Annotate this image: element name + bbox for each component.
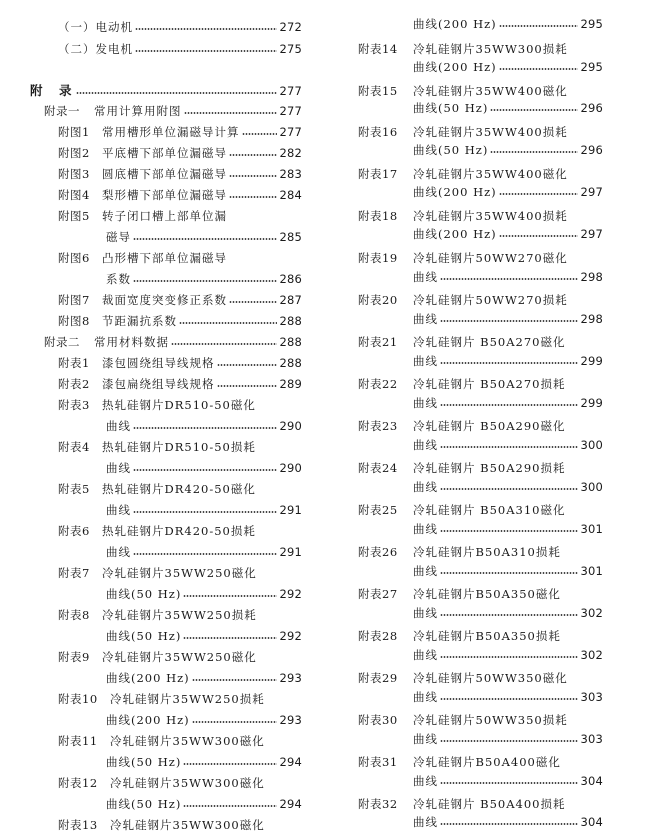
toc-entry[interactable] [413, 99, 603, 115]
toc-page-number: 288 [279, 335, 302, 349]
dot-leader [440, 655, 578, 659]
toc-page-number: 296 [580, 101, 603, 115]
toc-entry[interactable] [58, 522, 302, 538]
toc-entry[interactable] [413, 268, 603, 284]
toc-entry[interactable] [30, 82, 302, 98]
toc-entry-title: 冷轧硅钢片 B50A270磁化 [413, 335, 566, 349]
toc-entry[interactable] [413, 478, 603, 494]
toc-entry[interactable] [358, 249, 603, 265]
dot-leader [133, 237, 277, 241]
toc-page-number: 301 [580, 522, 603, 536]
toc-page-number: 289 [279, 377, 302, 391]
dot-leader [183, 762, 277, 766]
toc-entry-title: 曲线 [413, 815, 438, 829]
toc-entry-title: 曲线 [413, 564, 438, 578]
toc-entry[interactable] [358, 123, 603, 139]
toc-entry-title: 冷轧硅钢片 B50A400损耗 [413, 797, 566, 811]
toc-entry-title: 冷轧硅钢片35WW300损耗 [413, 42, 568, 56]
toc-entry-label: 附表27 [358, 587, 398, 601]
dot-leader [229, 300, 277, 304]
toc-entry-label: 附图2 [58, 146, 90, 160]
toc-entry-title: 曲线 [413, 312, 438, 326]
toc-entry-label: 附表5 [58, 482, 90, 496]
dot-leader [133, 279, 277, 283]
toc-entry[interactable] [413, 772, 603, 788]
toc-entry-label: 附表20 [358, 293, 398, 307]
toc-page-number: 303 [580, 690, 603, 704]
toc-entry[interactable] [413, 688, 603, 704]
toc-entry[interactable] [58, 564, 302, 580]
toc-entry-title: 系数 [106, 272, 131, 286]
toc-entry[interactable] [106, 501, 302, 517]
toc-entry-title: 热轧硅钢片DR420-50磁化 [102, 482, 256, 496]
toc-entry-label: 附表26 [358, 545, 398, 559]
toc-entry[interactable] [58, 312, 302, 328]
toc-entry[interactable] [358, 207, 603, 223]
toc-entry-title: 曲线(50 Hz) [413, 143, 489, 157]
toc-page-number: 303 [580, 732, 603, 746]
toc-entry[interactable] [358, 375, 603, 391]
dot-leader [440, 697, 578, 701]
toc-entry-title: 圆底槽下部单位漏磁导 [102, 167, 227, 181]
dot-leader [183, 594, 277, 598]
toc-entry[interactable] [358, 291, 603, 307]
toc-page-number: 277 [279, 104, 302, 118]
toc-entry-label: 附表32 [358, 797, 398, 811]
toc-entry-label: 附表2 [58, 377, 90, 391]
toc-entry-title: 曲线 [413, 438, 438, 452]
toc-entry[interactable] [358, 40, 603, 56]
toc-entry-title: 冷轧硅钢片B50A400磁化 [413, 755, 561, 769]
toc-entry-title: 曲线(200 Hz) [413, 227, 497, 241]
toc-entry-label: 附表1 [58, 356, 90, 370]
toc-page-number: 302 [580, 606, 603, 620]
toc-entry-title: 曲线 [413, 648, 438, 662]
dot-leader [229, 195, 277, 199]
toc-entry[interactable] [58, 648, 302, 664]
toc-entry-label: 附表24 [358, 461, 398, 475]
toc-entry-title: 曲线(50 Hz) [106, 755, 182, 769]
toc-entry-label: 附录一 [44, 104, 80, 118]
dot-leader [133, 510, 277, 514]
toc-entry-label: 附表9 [58, 650, 90, 664]
toc-entry[interactable] [44, 102, 302, 118]
toc-entry-label: 附表4 [58, 440, 90, 454]
toc-entry[interactable] [358, 585, 603, 601]
toc-entry-title: 转子闭口槽上部单位漏 [102, 209, 227, 223]
toc-page-number: 282 [279, 146, 302, 160]
toc-entry-title: 节距漏抗系数 [102, 314, 177, 328]
toc-entry-label: 附录二 [44, 335, 80, 349]
toc-entry-label: 附表30 [358, 713, 398, 727]
toc-entry-label: 附表22 [358, 377, 398, 391]
toc-page-number: 285 [279, 230, 302, 244]
dot-leader [490, 150, 578, 154]
toc-entry-label: 附表10 [58, 692, 98, 706]
toc-entry-label: 附表31 [358, 755, 398, 769]
toc-entry-title: 平底槽下部单位漏磁导 [102, 146, 227, 160]
dot-leader [133, 468, 277, 472]
toc-page-number: 291 [279, 545, 302, 559]
toc-page-number: 295 [580, 60, 603, 74]
toc-entry-title: 裁面宽度突变修正系数 [102, 293, 227, 307]
toc-entry-title: 曲线(50 Hz) [106, 587, 182, 601]
toc-entry-title: 漆包圆绕组导线规格 [102, 356, 215, 370]
toc-entry[interactable] [358, 543, 603, 559]
toc-entry-title: 冷轧硅钢片B50A310损耗 [413, 545, 561, 559]
dot-leader [499, 67, 579, 71]
toc-entry[interactable] [106, 585, 302, 601]
toc-entry[interactable] [358, 795, 603, 811]
toc-entry-title: 曲线 [413, 732, 438, 746]
toc-entry-label: 附表28 [358, 629, 398, 643]
dot-leader [171, 342, 277, 346]
toc-entry[interactable] [58, 396, 302, 412]
toc-entry[interactable] [358, 669, 603, 685]
dot-leader [440, 739, 578, 743]
toc-entry-title: 曲线(200 Hz) [413, 185, 497, 199]
toc-entry[interactable] [106, 228, 302, 244]
toc-entry[interactable] [413, 58, 603, 74]
toc-entry-title: （一）电动机 [58, 20, 133, 34]
toc-entry[interactable] [106, 417, 302, 433]
toc-entry[interactable] [58, 144, 302, 160]
toc-entry-title: 曲线 [413, 270, 438, 284]
toc-entry[interactable] [358, 753, 603, 769]
toc-page-number: 295 [580, 17, 603, 31]
toc-entry-title: 冷轧硅钢片35WW300磁化 [110, 734, 265, 748]
toc-page-number: 294 [279, 755, 302, 769]
toc-page-number: 286 [279, 272, 302, 286]
toc-entry-title: 曲线 [413, 480, 438, 494]
toc-entry-title: 曲线(200 Hz) [106, 671, 190, 685]
toc-entry-title: （二）发电机 [58, 42, 133, 56]
toc-entry[interactable] [44, 333, 302, 349]
toc-page-number: 304 [580, 774, 603, 788]
dot-leader [242, 132, 278, 136]
toc-entry[interactable] [58, 480, 302, 496]
toc-entry-title: 曲线 [106, 419, 131, 433]
toc-page-number: 284 [279, 188, 302, 202]
toc-entry[interactable] [413, 225, 603, 241]
toc-entry-label: 附表21 [358, 335, 398, 349]
toc-entry-title: 冷轧硅钢片 B50A270损耗 [413, 377, 566, 391]
toc-entry-title: 曲线 [413, 606, 438, 620]
toc-entry-title: 冷轧硅钢片35WW300磁化 [110, 818, 265, 832]
dot-leader [183, 636, 277, 640]
toc-entry-label: 附表16 [358, 125, 398, 139]
toc-entry[interactable] [413, 813, 603, 829]
toc-entry-title: 冷轧硅钢片35WW250损耗 [102, 608, 257, 622]
toc-entry-title: 曲线(50 Hz) [106, 629, 182, 643]
toc-entry[interactable] [413, 183, 603, 199]
toc-entry-title: 曲线(200 Hz) [106, 713, 190, 727]
dot-leader [440, 445, 578, 449]
toc-entry[interactable] [358, 417, 603, 433]
toc-entry-title: 曲线 [106, 461, 131, 475]
toc-entry-title: 冷轧硅钢片35WW250磁化 [102, 650, 257, 664]
dot-leader [440, 277, 578, 281]
toc-entry[interactable] [413, 604, 603, 620]
toc-page-number: 300 [580, 438, 603, 452]
toc-entry[interactable] [413, 520, 603, 536]
toc-entry-title: 曲线 [413, 690, 438, 704]
toc-entry-label: 附表18 [358, 209, 398, 223]
toc-page-number: 290 [279, 461, 302, 475]
dot-leader [76, 91, 278, 95]
toc-entry[interactable] [358, 501, 603, 517]
toc-entry-label: 附表17 [358, 167, 398, 181]
toc-entry[interactable] [58, 774, 302, 790]
toc-entry-title: 冷轧硅钢片35WW250损耗 [110, 692, 265, 706]
toc-entry-title: 曲线(50 Hz) [106, 797, 182, 811]
toc-page-number: 304 [580, 815, 603, 829]
toc-entry[interactable] [58, 165, 302, 181]
toc-entry[interactable] [106, 711, 302, 727]
toc-entry-label: 附表7 [58, 566, 90, 580]
toc-entry-label: 附表14 [358, 42, 398, 56]
toc-entry-title: 冷轧硅钢片 B50A290损耗 [413, 461, 566, 475]
toc-entry[interactable] [58, 375, 302, 391]
toc-entry-label: 附图8 [58, 314, 90, 328]
toc-entry-title: 热轧硅钢片DR510-50损耗 [102, 440, 256, 454]
toc-page-number: 283 [279, 167, 302, 181]
toc-entry[interactable] [413, 562, 603, 578]
toc-page-number: 293 [279, 713, 302, 727]
dot-leader [229, 174, 277, 178]
toc-entry-title: 冷轧硅钢片50WW270磁化 [413, 251, 568, 265]
dot-leader [229, 153, 277, 157]
toc-page-number: 291 [279, 503, 302, 517]
toc-entry[interactable] [58, 732, 302, 748]
toc-page-number: 293 [279, 671, 302, 685]
toc-entry-title: 曲线 [413, 522, 438, 536]
toc-entry[interactable] [106, 795, 302, 811]
dot-leader [192, 720, 278, 724]
toc-entry-title: 冷轧硅钢片35WW400磁化 [413, 84, 568, 98]
toc-page-number: 277 [279, 84, 302, 98]
toc-entry-title: 曲线(200 Hz) [413, 17, 497, 31]
toc-entry-title: 冷轧硅钢片35WW300磁化 [110, 776, 265, 790]
toc-page-number: 292 [279, 587, 302, 601]
dot-leader [440, 403, 578, 407]
toc-entry[interactable] [58, 291, 302, 307]
toc-entry[interactable] [58, 816, 302, 832]
toc-entry-title: 冷轧硅钢片B50A350损耗 [413, 629, 561, 643]
toc-entry[interactable] [413, 310, 603, 326]
dot-leader [135, 49, 277, 53]
dot-leader [440, 319, 578, 323]
toc-entry-label: 附表19 [358, 251, 398, 265]
toc-entry-label: 附表12 [58, 776, 98, 790]
dot-leader [440, 361, 578, 365]
toc-entry-label: 附表11 [58, 734, 98, 748]
toc-page-number: 277 [279, 125, 302, 139]
toc-entry[interactable] [358, 711, 603, 727]
toc-entry[interactable] [413, 394, 603, 410]
toc-page-number: 275 [279, 42, 302, 56]
dot-leader [217, 384, 278, 388]
toc-page-number: 288 [279, 314, 302, 328]
toc-page-number: 297 [580, 185, 603, 199]
toc-entry-title: 热轧硅钢片DR510-50磁化 [102, 398, 256, 412]
toc-page-number: 287 [279, 293, 302, 307]
toc-entry[interactable] [413, 436, 603, 452]
toc-entry-label: 附表6 [58, 524, 90, 538]
toc-entry-title: 冷轧硅钢片 B50A310磁化 [413, 503, 566, 517]
dot-leader [499, 234, 579, 238]
toc-entry-label: 附表23 [358, 419, 398, 433]
toc-entry-title: 冷轧硅钢片35WW400损耗 [413, 209, 568, 223]
toc-page-number: 299 [580, 354, 603, 368]
dot-leader [440, 571, 578, 575]
toc-entry-label: 附图6 [58, 251, 90, 265]
dot-leader [490, 108, 578, 112]
toc-entry[interactable] [106, 753, 302, 769]
toc-entry-title: 冷轧硅钢片35WW400损耗 [413, 125, 568, 139]
toc-entry-label: 附图7 [58, 293, 90, 307]
dot-leader [440, 529, 578, 533]
toc-entry[interactable] [58, 690, 302, 706]
dot-leader [183, 804, 277, 808]
toc-entry[interactable] [58, 207, 302, 223]
toc-entry-label: 附图5 [58, 209, 90, 223]
toc-entry-title: 常用材料数据 [94, 335, 169, 349]
toc-page-number: 298 [580, 270, 603, 284]
toc-page-number: 290 [279, 419, 302, 433]
toc-entry[interactable] [413, 15, 603, 31]
toc-entry[interactable] [358, 627, 603, 643]
toc-entry-title: 凸形槽下部单位漏磁导 [102, 251, 227, 265]
toc-entry-label: 附图3 [58, 167, 90, 181]
toc-entry-label: 附图1 [58, 125, 90, 139]
toc-entry[interactable] [58, 40, 302, 56]
toc-entry-title: 冷轧硅钢片35WW400磁化 [413, 167, 568, 181]
toc-page-number: 297 [580, 227, 603, 241]
dot-leader [192, 678, 278, 682]
toc-entry-label: 附表13 [58, 818, 98, 832]
toc-entry-label: 附图4 [58, 188, 90, 202]
toc-entry-title: 常用计算用附图 [94, 104, 182, 118]
dot-leader [440, 613, 578, 617]
toc-page-number: 299 [580, 396, 603, 410]
toc-entry[interactable] [106, 543, 302, 559]
dot-leader [133, 426, 277, 430]
toc-entry-title: 冷轧硅钢片50WW270损耗 [413, 293, 568, 307]
dot-leader [179, 321, 277, 325]
dot-leader [135, 27, 277, 31]
toc-entry-title: 曲线 [106, 503, 131, 517]
toc-entry[interactable] [358, 165, 603, 181]
toc-page-number: 300 [580, 480, 603, 494]
toc-entry[interactable] [58, 438, 302, 454]
toc-entry-label: 附表29 [358, 671, 398, 685]
toc-entry-title: 冷轧硅钢片50WW350损耗 [413, 713, 568, 727]
dot-leader [499, 24, 579, 28]
dot-leader [184, 111, 278, 115]
toc-entry[interactable] [58, 354, 302, 370]
toc-entry-title: 曲线(50 Hz) [413, 101, 489, 115]
toc-entry[interactable] [58, 249, 302, 265]
toc-entry-title: 冷轧硅钢片50WW350磁化 [413, 671, 568, 685]
toc-entry[interactable] [58, 186, 302, 202]
dot-leader [440, 822, 578, 826]
toc-page-number: 298 [580, 312, 603, 326]
dot-leader [440, 781, 578, 785]
toc-entry-label: 附表3 [58, 398, 90, 412]
toc-entry-label: 附表8 [58, 608, 90, 622]
toc-page-number: 294 [279, 797, 302, 811]
toc-entry-title: 曲线 [413, 354, 438, 368]
toc-entry-title: 附 录 [30, 83, 74, 98]
toc-page-number: 292 [279, 629, 302, 643]
toc-entry[interactable] [413, 141, 603, 157]
toc-entry[interactable] [413, 352, 603, 368]
toc-entry-title: 曲线 [106, 545, 131, 559]
toc-page-number: 302 [580, 648, 603, 662]
toc-entry-title: 梨形槽下部单位漏磁导 [102, 188, 227, 202]
toc-entry-title: 漆包扁绕组导线规格 [102, 377, 215, 391]
toc-entry[interactable] [106, 270, 302, 286]
toc-entry-title: 热轧硅钢片DR420-50损耗 [102, 524, 256, 538]
toc-page-number: 288 [279, 356, 302, 370]
toc-entry[interactable] [106, 459, 302, 475]
toc-entry-title: 冷轧硅钢片 B50A290磁化 [413, 419, 566, 433]
toc-entry-title: 曲线 [413, 774, 438, 788]
dot-leader [217, 363, 278, 367]
toc-entry[interactable] [106, 627, 302, 643]
toc-entry[interactable] [358, 333, 603, 349]
dot-leader [499, 192, 579, 196]
toc-page-number: 296 [580, 143, 603, 157]
toc-entry-label: 附表15 [358, 84, 398, 98]
toc-entry[interactable] [413, 730, 603, 746]
toc-entry-title: 磁导 [106, 230, 131, 244]
toc-entry[interactable] [106, 669, 302, 685]
toc-entry-title: 曲线(200 Hz) [413, 60, 497, 74]
toc-entry-title: 常用槽形单位漏磁导计算 [102, 125, 240, 139]
toc-entry[interactable] [58, 606, 302, 622]
toc-entry[interactable] [413, 646, 603, 662]
toc-entry[interactable] [358, 82, 603, 98]
toc-entry[interactable] [58, 123, 302, 139]
toc-entry-title: 冷轧硅钢片35WW250磁化 [102, 566, 257, 580]
toc-entry-title: 冷轧硅钢片B50A350磁化 [413, 587, 561, 601]
dot-leader [133, 552, 277, 556]
toc-page-number: 301 [580, 564, 603, 578]
toc-entry[interactable] [58, 18, 302, 34]
toc-page-number: 272 [279, 20, 302, 34]
toc-entry-title: 曲线 [413, 396, 438, 410]
toc-entry[interactable] [358, 459, 603, 475]
dot-leader [440, 487, 578, 491]
toc-entry-label: 附表25 [358, 503, 398, 517]
